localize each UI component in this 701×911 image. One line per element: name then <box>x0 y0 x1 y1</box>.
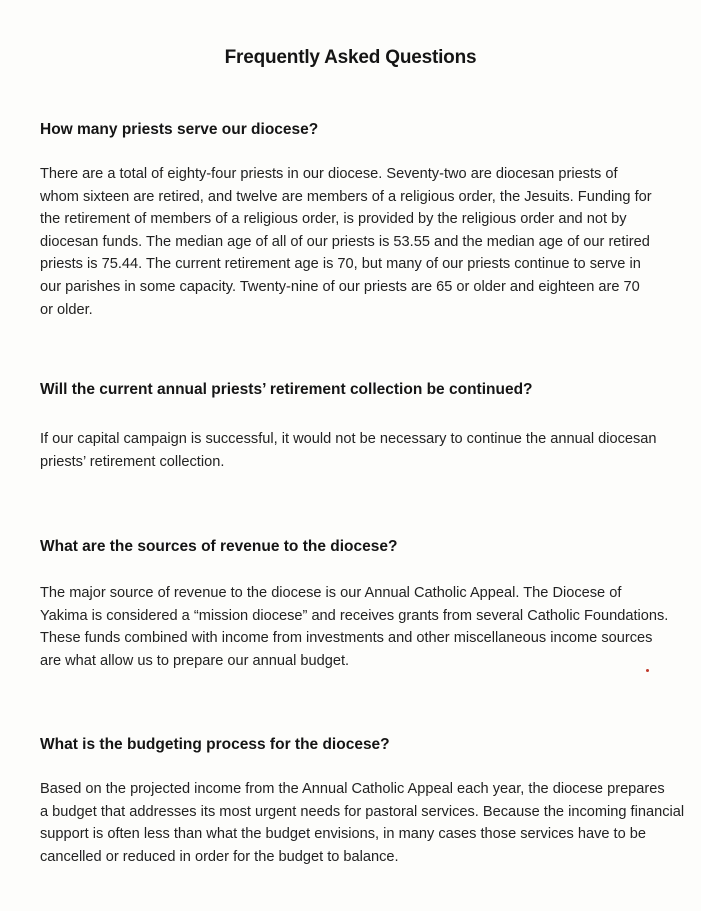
answer-line: There are a total of eighty-four priests in our diocese. Seventy-two are diocesan priests of <box>40 166 618 182</box>
answer-line: a budget that addresses its most urgent needs for pastoral services. Because the incoming financial <box>40 803 685 820</box>
answer-line: The major source of revenue to the diocese is our Annual Catholic Appeal. The Diocese of <box>40 585 622 601</box>
answer-line: If our capital campaign is successful, it would not be necessary to continue the annual diocesan <box>40 431 657 447</box>
ink-speck <box>646 669 649 672</box>
answer-line: whom sixteen are retired, and twelve are members of a religious order, the Jesuits. Funding for <box>40 188 652 205</box>
faq-question-revenue-sources: What are the sources of revenue to the diocese? <box>40 538 398 555</box>
answer-line: or older. <box>40 301 93 318</box>
faq-question-budgeting-process: What is the budgeting process for the diocese? <box>40 736 390 753</box>
answer-line: the retirement of members of a religious order, is provided by the religious order and not by <box>40 211 627 228</box>
faq-answer-priests-count <box>40 163 680 321</box>
answer-line: These funds combined with income from investments and other miscellaneous income sources <box>40 630 653 647</box>
faq-answer-revenue-sources <box>40 582 680 672</box>
faq-answer-budgeting-process <box>40 778 685 868</box>
answer-line: diocesan funds. The median age of all of our priests is 53.55 and the median age of our retired <box>40 233 650 250</box>
answer-line: are what allow us to prepare our annual budget. <box>40 652 350 669</box>
answer-line: our parishes in some capacity. Twenty-nine of our priests are 65 or older and eighteen are 70 <box>40 278 640 295</box>
answer-line: Based on the projected income from the Annual Catholic Appeal each year, the diocese prepares <box>40 781 665 797</box>
faq-question-retirement-collection: Will the current annual priests’ retirement collection be continued? <box>40 381 533 398</box>
answer-line: priests’ retirement collection. <box>40 453 225 470</box>
answer-line: Yakima is considered a “mission diocese” and receives grants from several Catholic Foundations. <box>40 607 669 624</box>
answer-line: priests is 75.44. The current retirement age is 70, but many of our priests continue to serve in <box>40 256 641 273</box>
answer-line: support is often less than what the budget envisions, in many cases those services have to be <box>40 826 646 843</box>
page-title: Frequently Asked Questions <box>224 47 477 68</box>
faq-question-priests-count: How many priests serve our diocese? <box>40 121 319 138</box>
faq-answer-retirement-collection <box>40 428 680 473</box>
answer-line: cancelled or reduced in order for the budget to balance. <box>40 848 399 865</box>
